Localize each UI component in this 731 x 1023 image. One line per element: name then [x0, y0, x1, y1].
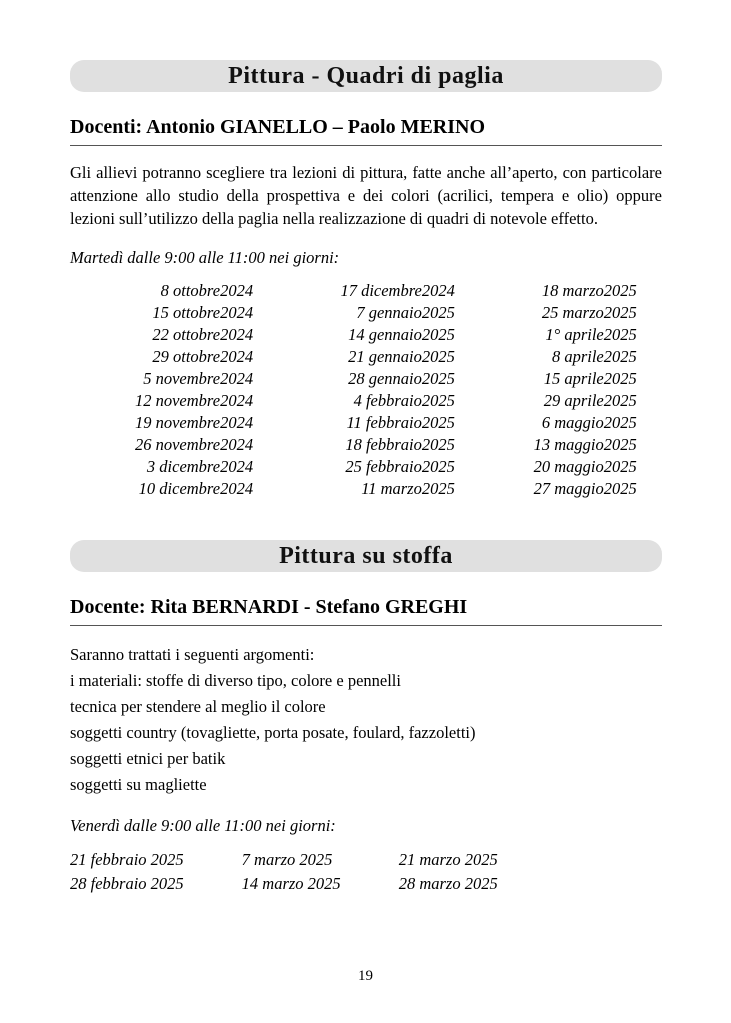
section-header-pittura-quadri-di-paglia — [70, 60, 662, 92]
date-cell: 28 marzo 2025 — [398, 873, 498, 893]
list-item: tecnica per stendere al meglio il colore — [70, 697, 326, 717]
date-year: 2025 — [603, 369, 637, 389]
table-row — [70, 346, 662, 368]
date-year: 2025 — [603, 457, 637, 477]
date-day: 28 gennaio — [348, 369, 422, 389]
date-year: 2025 — [421, 303, 455, 323]
divider — [70, 625, 662, 626]
date-year: 2024 — [220, 435, 254, 455]
date-year: 2025 — [421, 479, 455, 499]
date-day: 29 ottobre — [152, 347, 221, 367]
date-day: 18 febbraio — [345, 435, 422, 455]
date-year: 2025 — [603, 413, 637, 433]
date-day: 6 maggio — [541, 413, 604, 433]
date-day: 3 dicembre — [146, 457, 221, 477]
list-item: i materiali: stoffe di diverso tipo, colore e pennelli — [70, 671, 401, 691]
date-year: 2025 — [421, 369, 455, 389]
date-cell: 28 febbraio 2025 — [70, 873, 184, 893]
date-year: 2024 — [220, 347, 254, 367]
date-day: 18 marzo — [541, 281, 604, 301]
table-row — [70, 434, 662, 456]
date-day: 22 ottobre — [152, 325, 221, 345]
date-year: 2025 — [421, 391, 455, 411]
date-year: 2025 — [421, 435, 455, 455]
date-year: 2025 — [421, 347, 455, 367]
section-title: Pittura - Quadri di paglia — [228, 62, 504, 89]
date-year: 2025 — [421, 457, 455, 477]
date-year: 2025 — [603, 391, 637, 411]
list-item: soggetti etnici per batik — [70, 748, 226, 768]
date-year: 2024 — [220, 413, 254, 433]
date-day: 8 aprile — [551, 347, 604, 367]
date-year: 2024 — [220, 369, 254, 389]
date-day: 11 febbraio — [346, 413, 422, 433]
date-day: 26 novembre — [134, 435, 221, 455]
date-day: 17 dicembre — [340, 281, 422, 301]
date-year: 2025 — [421, 325, 455, 345]
table-row — [70, 412, 662, 434]
date-day: 29 aprile — [543, 391, 604, 411]
date-day: 12 novembre — [134, 391, 221, 411]
section-description: Gli allievi potranno scegliere tra lezioni di pittura, fatte anche all’aperto, con particolare attenzione allo studio della prospettiva e dei colori (acrilici, tempera e olio) oppure lezioni sull’utilizzo della paglia nella realizzazione di quadri di notevole effetto. — [70, 163, 662, 228]
date-year: 2025 — [421, 413, 455, 433]
date-year: 2024 — [220, 303, 254, 323]
page-content — [70, 60, 662, 896]
date-day: 25 febbraio — [345, 457, 422, 477]
date-year: 2025 — [603, 303, 637, 323]
table-row — [70, 280, 662, 302]
table-row — [70, 368, 662, 390]
date-cell: 21 marzo 2025 — [398, 849, 498, 869]
date-cell: 21 febbraio 2025 — [70, 849, 184, 869]
date-day: 15 ottobre — [152, 303, 221, 323]
table-row — [70, 478, 662, 500]
date-day: 20 maggio — [533, 457, 604, 477]
date-day: 10 dicembre — [138, 479, 221, 499]
date-year: 2025 — [603, 281, 637, 301]
table-row — [70, 324, 662, 346]
page-number: 19 — [358, 968, 373, 984]
date-day: 4 febbraio — [353, 391, 422, 411]
date-year: 2024 — [421, 281, 455, 301]
date-year: 2024 — [220, 281, 254, 301]
date-day: 11 marzo — [361, 479, 422, 499]
date-day: 13 maggio — [533, 435, 604, 455]
date-year: 2025 — [603, 325, 637, 345]
date-day: 27 maggio — [533, 479, 604, 499]
section-title: Pittura su stoffa — [279, 542, 453, 569]
dates-table — [70, 848, 556, 896]
date-day: 14 gennaio — [348, 325, 422, 345]
list-item: soggetti country (tovagliette, porta posate, foulard, fazzoletti) — [70, 723, 476, 743]
section-spacer — [70, 500, 662, 540]
section-teachers: Docente: Rita BERNARDI - Stefano GREGHI — [70, 596, 468, 619]
date-day: 8 ottobre — [160, 281, 221, 301]
table-row — [70, 302, 662, 324]
list-item: Saranno trattati i seguenti argomenti: — [70, 645, 315, 665]
date-year: 2024 — [220, 479, 254, 499]
section-teachers: Docenti: Antonio GIANELLO – Paolo MERINO — [70, 116, 486, 138]
date-cell: 7 marzo 2025 — [241, 849, 333, 869]
date-year: 2024 — [220, 391, 254, 411]
list-item: soggetti su magliette — [70, 774, 207, 794]
date-day: 15 aprile — [543, 369, 604, 389]
date-cell: 14 marzo 2025 — [241, 873, 341, 893]
table-row — [70, 390, 662, 412]
date-day: 19 novembre — [134, 413, 221, 433]
table-row — [70, 848, 556, 872]
table-row — [70, 456, 662, 478]
date-year: 2024 — [220, 325, 254, 345]
section-schedule: Venerdì dalle 9:00 alle 11:00 nei giorni: — [70, 815, 336, 835]
section-schedule: Martedì dalle 9:00 alle 11:00 nei giorni: — [70, 248, 340, 268]
date-day: 21 gennaio — [348, 347, 422, 367]
date-day: 25 marzo — [541, 303, 604, 323]
date-year: 2025 — [603, 347, 637, 367]
table-row — [70, 872, 556, 896]
dates-table — [70, 280, 662, 500]
date-day: 5 novembre — [143, 369, 221, 389]
divider — [70, 145, 662, 146]
section-header-pittura-su-stoffa — [70, 540, 662, 572]
date-year: 2024 — [220, 457, 254, 477]
date-year: 2025 — [603, 479, 637, 499]
section-topics-list — [70, 642, 662, 798]
date-day: 7 gennaio — [356, 303, 422, 323]
date-year: 2025 — [603, 435, 637, 455]
date-day: 1° aprile — [545, 325, 604, 345]
